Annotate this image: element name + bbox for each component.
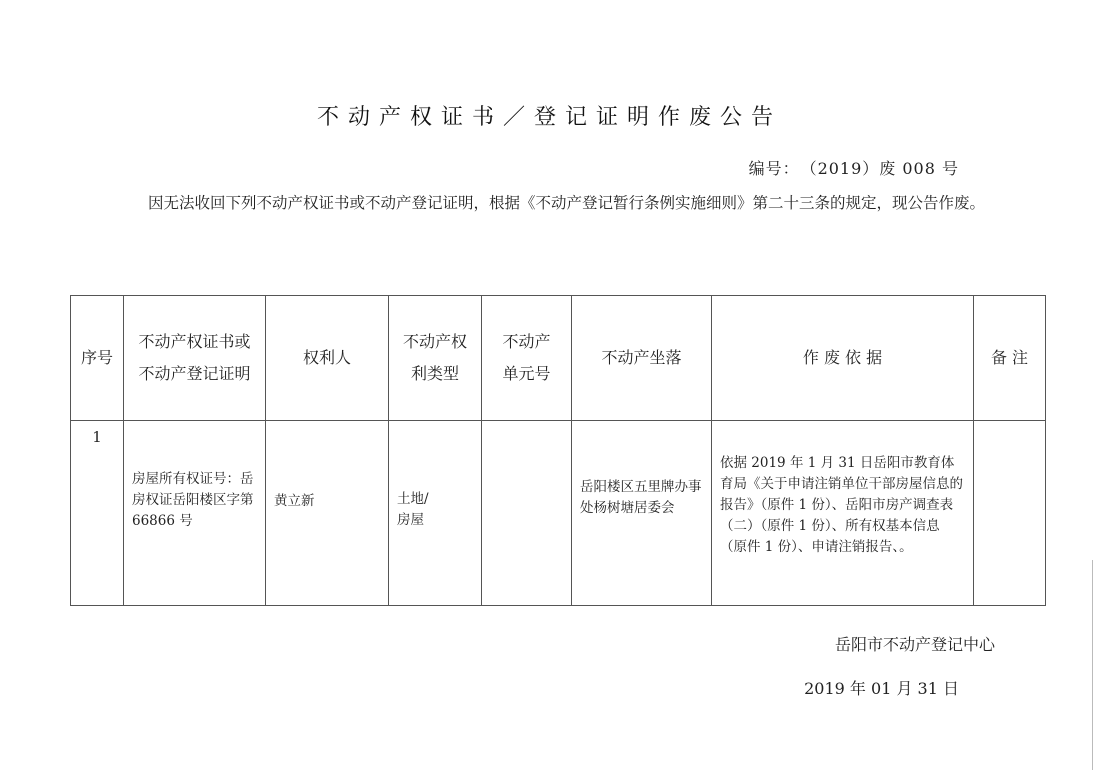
header-certificate xyxy=(124,296,266,421)
issuer-signature: 岳阳市不动产登记中心 xyxy=(834,635,995,654)
cell-certificate-text: 房屋所有权证号：岳房权证岳阳楼区字第 66866 号 xyxy=(132,471,254,529)
header-certificate-text: 不动产权证书或不动产登记证明 xyxy=(138,332,251,383)
cell-right-holder xyxy=(266,421,389,606)
document-number: 编号： （2019）废 008 号 xyxy=(748,159,959,178)
cell-location xyxy=(572,421,712,606)
table-header-row xyxy=(71,296,1046,421)
header-unit-number xyxy=(482,296,572,421)
header-seq: 序号 xyxy=(71,296,124,421)
header-right-type xyxy=(389,296,482,421)
cell-right-type xyxy=(389,421,482,606)
cell-location-text: 岳阳楼区五里牌办事处杨树塘居委会 xyxy=(580,479,702,516)
intro-paragraph: 因无法收回下列不动产权证书或不动产登记证明，根据《不动产登记暂行条例实施细则》第二十三条的规定，现公告作废。 xyxy=(148,194,986,212)
cell-right-holder-text: 黄立新 xyxy=(274,493,315,509)
cell-seq xyxy=(71,421,124,606)
notice-table xyxy=(70,295,1046,606)
header-remarks: 备 注 xyxy=(974,296,1046,421)
cell-remarks xyxy=(974,421,1046,606)
cell-basis-text: 依据 2019 年 1 月 31 日岳阳市教育体育局《关于申请注销单位干部房屋信息的报告》（原件 1 份）、岳阳市房产调查表（二）（原件 1 份）、所有权基本信息（原件 1 份）、申请注销报告、。 xyxy=(720,455,963,555)
scan-edge-line xyxy=(1092,560,1093,770)
cell-seq-text: 1 xyxy=(92,428,102,446)
header-location: 不动产坐落 xyxy=(572,296,712,421)
header-right-holder: 权利人 xyxy=(266,296,389,421)
cell-unit-number xyxy=(482,421,572,606)
table-row xyxy=(71,421,1046,606)
cell-right-type-text: 土地/房屋 xyxy=(397,491,429,528)
cell-basis xyxy=(712,421,974,606)
header-basis: 作 废 依 据 xyxy=(712,296,974,421)
cell-certificate xyxy=(124,421,266,606)
header-unit-number-text: 不动产单元号 xyxy=(502,332,551,383)
issue-date: 2019 年 01 月 31 日 xyxy=(804,679,959,698)
page-title: 不动产权证书／登记证明作废公告 xyxy=(316,105,782,130)
header-right-type-text: 不动产权利类型 xyxy=(402,332,467,383)
